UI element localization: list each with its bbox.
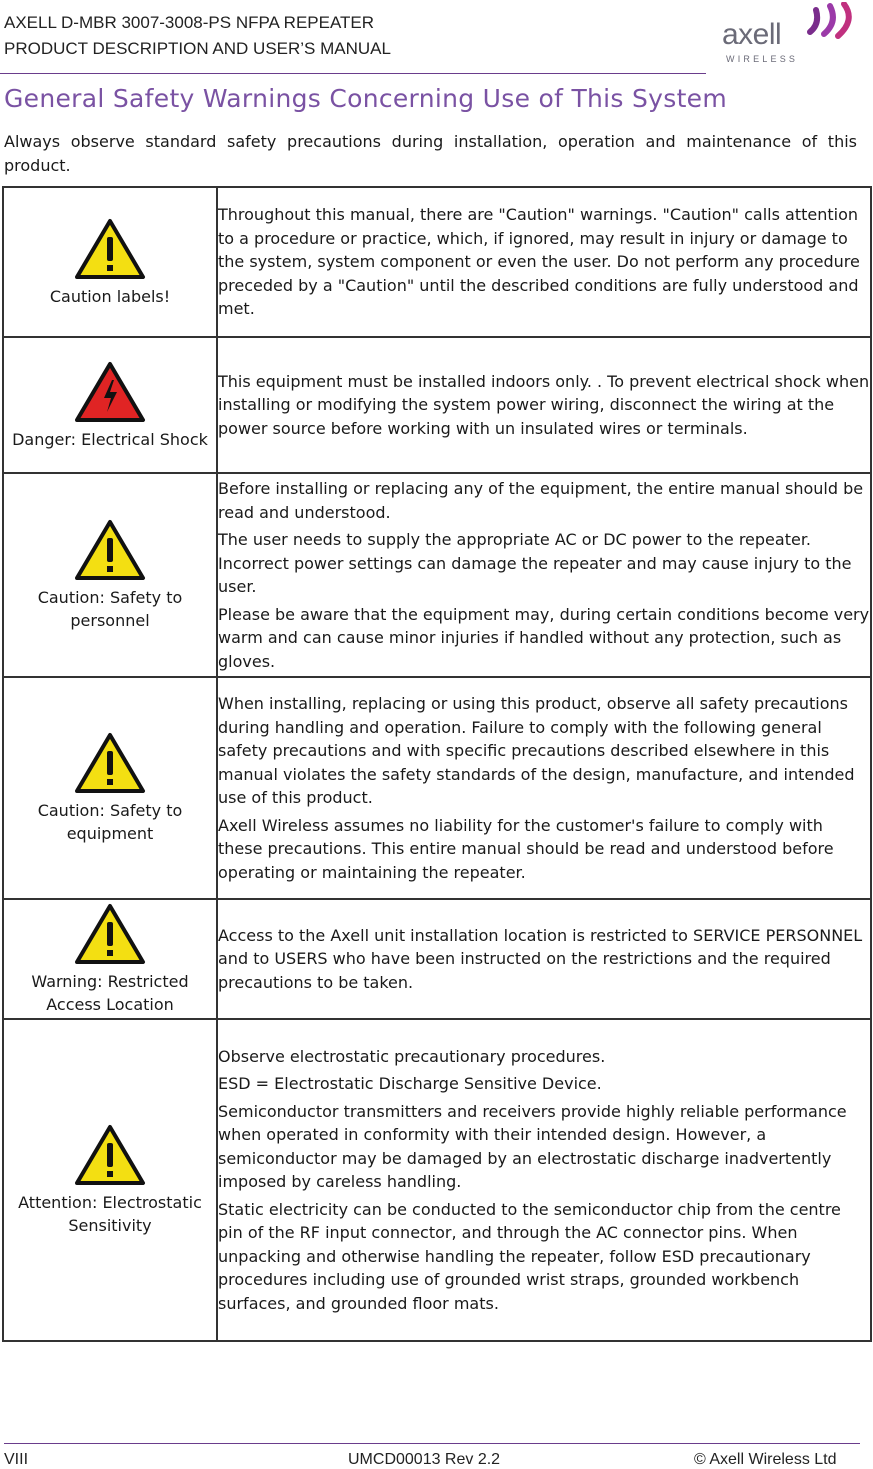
warning-label: Caution labels!: [49, 286, 171, 306]
warning-paragraph: Axell Wireless assumes no liability for the customer's failure to comply with these precautions. This entire manual should be read and understood before operating or maintaining the repeater.: [218, 815, 834, 882]
warning-row: [3, 677, 871, 899]
safety-warnings-table: [2, 186, 872, 1342]
caution-triangle-icon: [74, 518, 146, 582]
warning-paragraph: Throughout this manual, there are "Caution" warnings. "Caution" calls attention to a procedure or practice, which, if ignored, may result in injury or damage to the system, system component or even the user. Do not perform any procedure preceded by a "Caution" until the described conditions are fully understood and met.: [218, 205, 860, 319]
warning-row: [3, 899, 871, 1019]
warning-text-cell: [217, 677, 871, 899]
warning-label: Caution: Safety to personnel: [37, 588, 183, 630]
logo-text: axell: [722, 18, 782, 51]
page-title: General Safety Warnings Concerning Use of This System: [4, 84, 728, 113]
caution-triangle-icon: [74, 217, 146, 281]
signal-waves-icon: [806, 2, 856, 46]
warning-icon-cell: [3, 899, 217, 1019]
warning-paragraph: Static electricity can be conducted to the semiconductor chip from the centre pin of the RF input connector, and through the AC connector pins. When unpacking and otherwise handling the repeater, follow ESD precautionary procedures including use of grounded wrist straps, grounded workbench surfaces, and grounded floor mats.: [218, 1199, 841, 1313]
warning-row: [3, 473, 871, 677]
electrical-shock-icon: [74, 360, 146, 424]
axell-wireless-logo: [722, 2, 862, 68]
warning-paragraph: Access to the Axell unit installation location is restricted to SERVICE PERSONNEL and to USERS who have been instructed on the restrictions and the required precautions to be taken.: [218, 925, 863, 992]
warning-row: [3, 187, 871, 337]
footer-document-id: UMCD00013 Rev 2.2: [348, 1451, 501, 1468]
warning-icon-cell: [3, 1019, 217, 1341]
warning-text-cell: [217, 187, 871, 337]
warning-icon-cell: [3, 337, 217, 473]
warning-text-cell: [217, 337, 871, 473]
warning-paragraph: Please be aware that the equipment may, during certain conditions become very warm and can cause minor injuries if handled without any protection, such as gloves.: [218, 604, 870, 671]
warning-paragraph: Before installing or replacing any of the equipment, the entire manual should be read and understood.: [218, 479, 864, 522]
warning-paragraph: The user needs to supply the appropriate AC or DC power to the repeater. Incorrect power settings can damage the repeater and may cause injury to the user.: [218, 530, 852, 596]
warning-label: Caution: Safety to equipment: [37, 801, 183, 843]
warning-paragraph: This equipment must be installed indoors only. . To prevent electrical shock when installing or modifying the system power wiring, disconnect the wiring at the power source before working with un insulated wires or terminals.: [218, 371, 870, 438]
header-line-2: PRODUCT DESCRIPTION AND USER’S MANUAL: [4, 39, 391, 58]
warning-paragraph: Observe electrostatic precautionary procedures.: [218, 1046, 606, 1066]
warning-text-cell: [217, 473, 871, 677]
logo-subtext: WIRELESS: [726, 54, 799, 64]
warning-row: [3, 1019, 871, 1341]
warning-text-cell: [217, 1019, 871, 1341]
warning-icon-cell: [3, 677, 217, 899]
caution-triangle-icon: [74, 1123, 146, 1187]
warning-paragraph: When installing, replacing or using this product, observe all safety precautions during handling and operation. Failure to comply with the following general safety precautions and with specific precautions described elsewhere in this manual violates the safety standards of the design, manufacture, and intended use of this product.: [218, 694, 855, 807]
footer-page-number: VIII: [4, 1451, 29, 1468]
header-divider: [0, 73, 706, 74]
header-line-1: AXELL D-MBR 3007-3008-PS NFPA REPEATER: [4, 13, 375, 32]
intro-paragraph: Always observe standard safety precautions during installation, operation and maintenance of this product.: [4, 132, 857, 175]
warning-paragraph: Semiconductor transmitters and receivers provide highly reliable performance when operated in conformity with their intended design. However, a semiconductor may be damaged by an electrostatic discharge inadvertently imposed by careless handling.: [218, 1101, 847, 1192]
document-header: [4, 10, 391, 62]
warning-label: Attention: Electrostatic Sensitivity: [18, 1193, 202, 1235]
warning-icon-cell: [3, 473, 217, 677]
footer-copyright: © Axell Wireless Ltd: [694, 1451, 837, 1468]
caution-triangle-icon: [74, 731, 146, 795]
caution-triangle-icon: [74, 902, 146, 966]
warning-label: Warning: Restricted Access Location: [31, 972, 189, 1014]
warning-paragraph: ESD = Electrostatic Discharge Sensitive Device.: [218, 1074, 602, 1094]
warning-row: [3, 337, 871, 473]
footer-divider: [4, 1443, 860, 1444]
warning-label: Danger: Electrical Shock: [12, 429, 208, 449]
warning-icon-cell: [3, 187, 217, 337]
warning-text-cell: [217, 899, 871, 1019]
